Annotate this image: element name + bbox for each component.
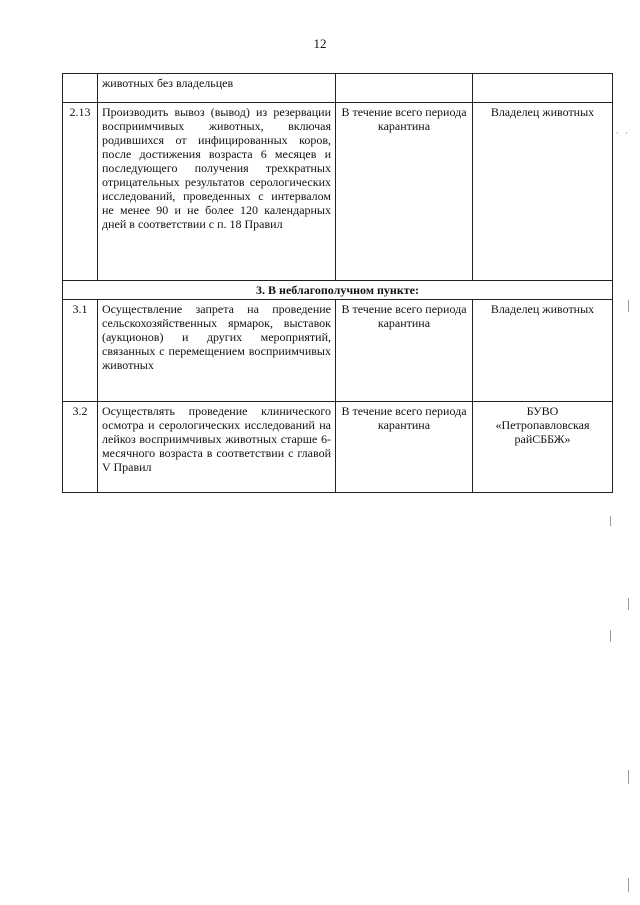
cell-term: В течение всего периода карантина — [336, 402, 473, 493]
cell-term: В течение всего периода карантина — [336, 300, 473, 402]
scan-artifact — [628, 878, 629, 892]
scan-artifact: · · — [615, 128, 630, 138]
responsible-line: БУВО — [526, 404, 559, 418]
scan-artifact — [610, 516, 611, 526]
cell-responsible: Владелец животных — [473, 103, 613, 281]
scan-artifact — [628, 300, 629, 312]
measures-table — [62, 73, 613, 493]
cell-responsible — [473, 74, 613, 103]
page-number: 12 — [313, 36, 327, 51]
table-row-3-2 — [63, 402, 613, 493]
cell-responsible: Владелец животных — [473, 300, 613, 402]
table-row-2-13 — [63, 103, 613, 281]
cell-num: 3.1 — [63, 300, 98, 402]
table-row-3-1 — [63, 300, 613, 402]
table-row-continuation — [63, 74, 613, 103]
cell-term: В течение всего периода карантина — [336, 103, 473, 281]
cell-action: Осуществлять проведение клинического осмотра и серологических исследований на лейкоз восприимчивых животных старше 6-месячного возраста в соответствии с главой V Правил — [98, 402, 336, 493]
scan-artifact — [628, 770, 629, 784]
scan-artifact — [628, 598, 629, 610]
responsible-line: «Петропавловская — [495, 418, 590, 432]
scan-artifact — [610, 630, 611, 642]
section-title: 3. В неблагополучном пункте: — [63, 281, 613, 300]
cell-num: 3.2 — [63, 402, 98, 493]
cell-action: Производить вывоз (вывод) из резервации восприимчивых животных, включая родившихся от инфицированных коров, после достижения возраста 6 месяцев и последующего получения трехкратных отрицательных результатов серологических исследований, проведенных с интервалом не менее 90 и не более 120 календарных дней в соответствии с п. 18 Правил — [98, 103, 336, 281]
cell-action: Осуществление запрета на проведение сельскохозяйственных ярмарок, выставок (аукционов) и других мероприятий, связанных с перемещением восприимчивых животных — [98, 300, 336, 402]
cell-term — [336, 74, 473, 103]
cell-num — [63, 74, 98, 103]
cell-num: 2.13 — [63, 103, 98, 281]
cell-responsible — [473, 402, 613, 493]
cell-action: животных без владельцев — [98, 74, 336, 103]
section-row-3 — [63, 281, 613, 300]
responsible-line: райСББЖ» — [514, 432, 571, 446]
